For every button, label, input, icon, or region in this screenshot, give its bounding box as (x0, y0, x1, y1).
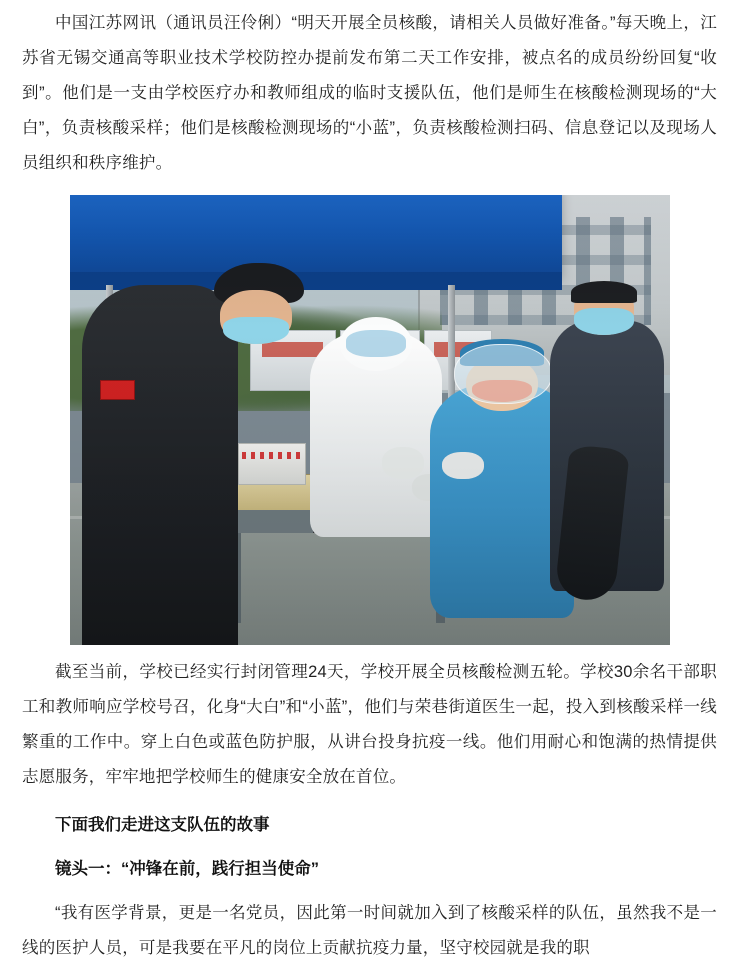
photo-ppe-worker-visor (346, 330, 406, 357)
photo-blue-canopy (70, 195, 562, 276)
spacer-before-closing (22, 887, 717, 896)
article-heading-2: 镜头一：“冲锋在前，践行担当使命” (55, 860, 319, 878)
photo-standing-man-mask (574, 308, 634, 335)
spacer-before-heading-1 (22, 799, 717, 808)
article-photo-container (22, 195, 717, 645)
article-paragraph-1: 中国江苏网讯（通讯员汪伶俐）“明天开展全员核酸，请相关人员做好准备。”每天晚上，江苏省无锡交通高等职业技术学校防控办提前发布第二天工作安排，被点名的成员纷纷回复“收到”。他们是一支由学校医疗办和教师组成的临时支援队伍，他们是师生在核酸检测现场的“大白”，负责核酸采样；他们是核酸检测现场的“小蓝”，负责核酸检测扫码、信息登记以及现场人员组织和秩序维护。 (22, 14, 717, 172)
photo-standing-man-hair (571, 281, 637, 304)
photo-sample-tube-tray (238, 443, 306, 486)
photo-flag-patch (100, 380, 135, 400)
article-heading-1: 下面我们走进这支队伍的故事 (55, 816, 270, 834)
article-closing-paragraph: “我有医学背景，更是一名党员，因此第一时间就加入到了核酸采样的队伍，虽然我不是一线的医护人员，可是我要在平凡的岗位上贡献抗疫力量，坚守校园就是我的职 (22, 904, 717, 957)
photo-blue-gown-worker-face-shield (454, 344, 552, 405)
article-paragraph-2: 截至当前，学校已经实行封闭管理24天，学校开展全员核酸检测五轮。学校30余名干部职工和教师响应学校号召，化身“大白”和“小蓝”，他们与荣巷街道医生一起，投入到核酸采样一线繁重的工作中。穿上白色或蓝色防护服，从讲台投身抗疫一线。他们用耐心和饱满的热情提供志愿服务，牢牢地把学校师生的健康安全放在首位。 (22, 663, 717, 786)
photo-ppe-worker-glove-left (382, 447, 424, 479)
nucleic-acid-testing-photo (70, 195, 670, 645)
photo-person-black-uniform (82, 285, 238, 645)
photo-person-black-mask (223, 317, 289, 344)
photo-blue-gown-worker-hand (442, 452, 484, 479)
spacer-before-heading-2 (22, 843, 717, 852)
